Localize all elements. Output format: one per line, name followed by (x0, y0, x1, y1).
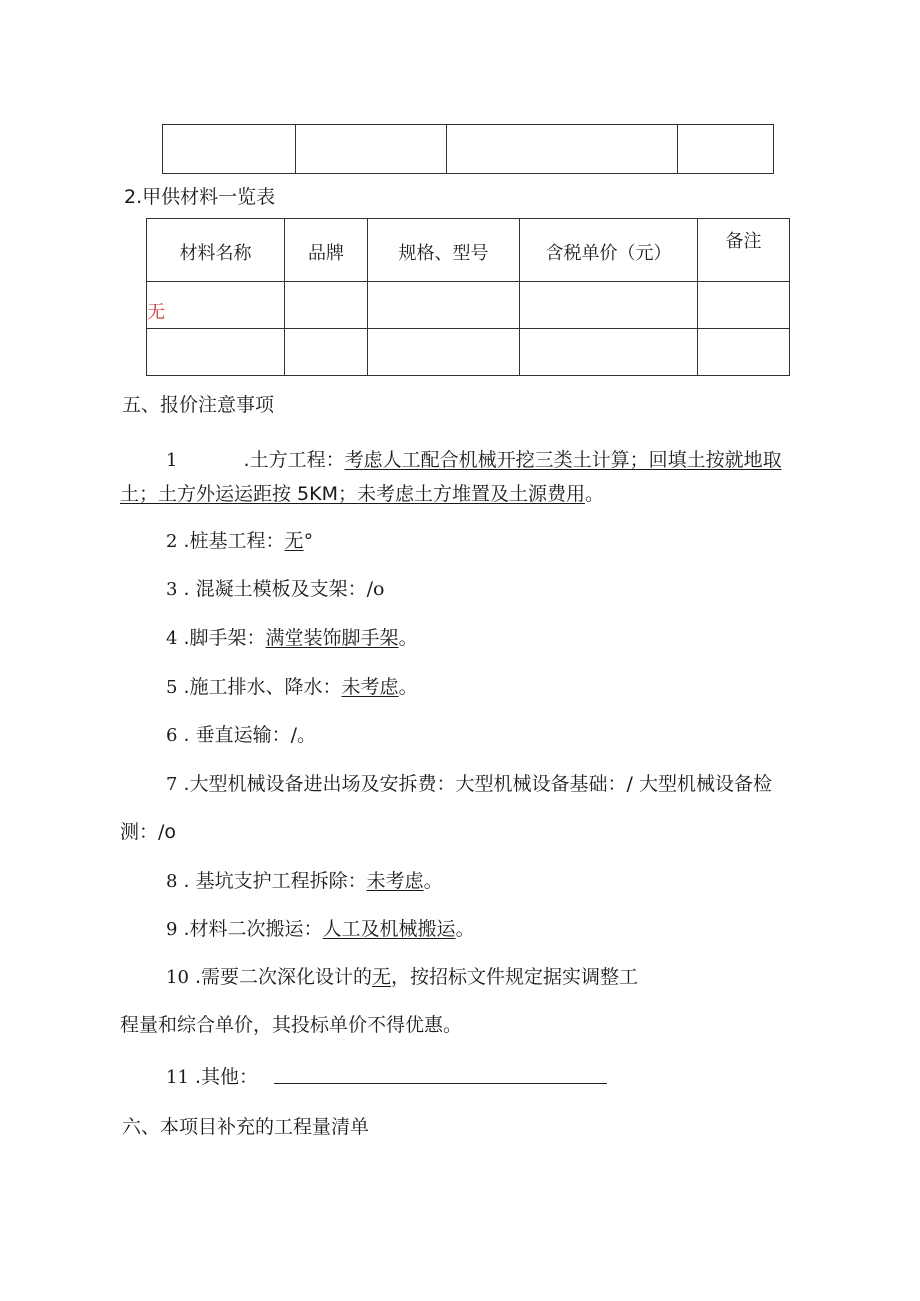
item-3 (166, 574, 384, 601)
item-rest: ，按招标文件规定据实调整工 (391, 966, 639, 988)
top-table (162, 124, 774, 174)
item-end: 。 (398, 676, 418, 698)
item-number: 5 (166, 677, 178, 698)
top-table-cell (163, 125, 296, 174)
item-value: 满堂装饰脚手架 (265, 627, 399, 649)
item-value: /o (366, 578, 385, 600)
item-label: .需要二次深化设计的 (194, 966, 372, 988)
item-6 (166, 720, 316, 747)
table-cell (520, 282, 698, 329)
top-table-cell (678, 125, 774, 174)
item-label: .其他： (194, 1066, 258, 1088)
item-value: 无 (284, 530, 304, 552)
item-4 (166, 623, 418, 650)
item-11 (166, 1062, 258, 1089)
item-1-line2 (120, 479, 604, 506)
item-number: 9 (166, 919, 178, 940)
item-value-cont: 测：/o (120, 821, 177, 843)
item-value: 未考虑 (341, 676, 399, 698)
item-value: / (626, 773, 633, 795)
table-cell (698, 329, 790, 376)
header-spec: 规格、型号 (368, 219, 520, 282)
item-1 (166, 445, 782, 472)
section5-title: 五、报价注意事项 (122, 394, 275, 416)
item-10 (166, 962, 638, 989)
item-label: .施工排水、降水： (183, 676, 342, 698)
item-7 (166, 769, 772, 796)
section6-title: 六、本项目补充的工程量清单 (122, 1116, 370, 1138)
item-end: 。 (398, 627, 418, 649)
header-unit-price: 含税单价（元） (520, 219, 698, 282)
item-end: 。 (423, 870, 443, 892)
top-table-cell (296, 125, 447, 174)
header-brand: 品牌 (285, 219, 368, 282)
item-number: 7 (166, 774, 178, 795)
item-end: 。 (584, 483, 604, 505)
item-8 (166, 866, 443, 893)
item-number: 3 (166, 579, 178, 600)
item-label: .脚手架： (183, 627, 266, 649)
item-label: .桩基工程： (183, 530, 285, 552)
item-label: .材料二次搬运： (183, 918, 323, 940)
item-value: 无 (372, 966, 392, 988)
table-cell (285, 329, 368, 376)
header-remark: 备注 (698, 219, 790, 282)
item-number: 11 (166, 1067, 189, 1088)
item-label: .大型机械设备进出场及安拆费：大型机械设备基础： (183, 773, 627, 795)
item-label: . 垂直运输： (183, 724, 291, 746)
item-number: 6 (166, 725, 178, 746)
item-tail: 大型机械设备检 (632, 773, 772, 795)
item-number: 10 (166, 967, 189, 988)
header-material-name: 材料名称 (147, 219, 285, 282)
item-number: 4 (166, 628, 178, 649)
item-number: 1 (166, 450, 178, 471)
section2-title: 2.甲供材料一览表 (124, 186, 276, 208)
item-label: . 混凝土模板及支架： (183, 578, 367, 600)
material-cell (147, 282, 285, 329)
table-cell (285, 282, 368, 329)
item-5 (166, 672, 418, 699)
item-end: ° (303, 530, 314, 552)
item-2 (166, 526, 313, 553)
item-value: /。 (290, 724, 316, 746)
item-value: 考虑人工配合机械开挖三类土计算；回填土按就地取 (344, 449, 782, 471)
table-cell (520, 329, 698, 376)
item-value: 人工及机械搬运 (322, 918, 456, 940)
item-value-cont: 土；土方外运运距按 5KM；未考虑土方堆置及土源费用 (120, 483, 585, 505)
item-number: 2 (166, 531, 178, 552)
materials-table (146, 218, 790, 376)
table-cell (147, 329, 285, 376)
table-cell (368, 329, 520, 376)
table-cell (368, 282, 520, 329)
item-number: 8 (166, 871, 178, 892)
item-9 (166, 914, 475, 941)
table-cell (698, 282, 790, 329)
item-value-cont: 程量和综合单价，其投标单价不得优惠。 (120, 1014, 463, 1036)
item-value: 未考虑 (366, 870, 424, 892)
item-10-line2 (120, 1010, 462, 1037)
other-blank-line (274, 1083, 607, 1084)
item-label: . 基坑支护工程拆除： (183, 870, 367, 892)
item-end: 。 (455, 918, 475, 940)
top-table-cell (447, 125, 678, 174)
item-label: .土方工程： (243, 449, 345, 471)
item-7-line2 (120, 817, 176, 844)
material-none-text: 无 (147, 302, 165, 323)
